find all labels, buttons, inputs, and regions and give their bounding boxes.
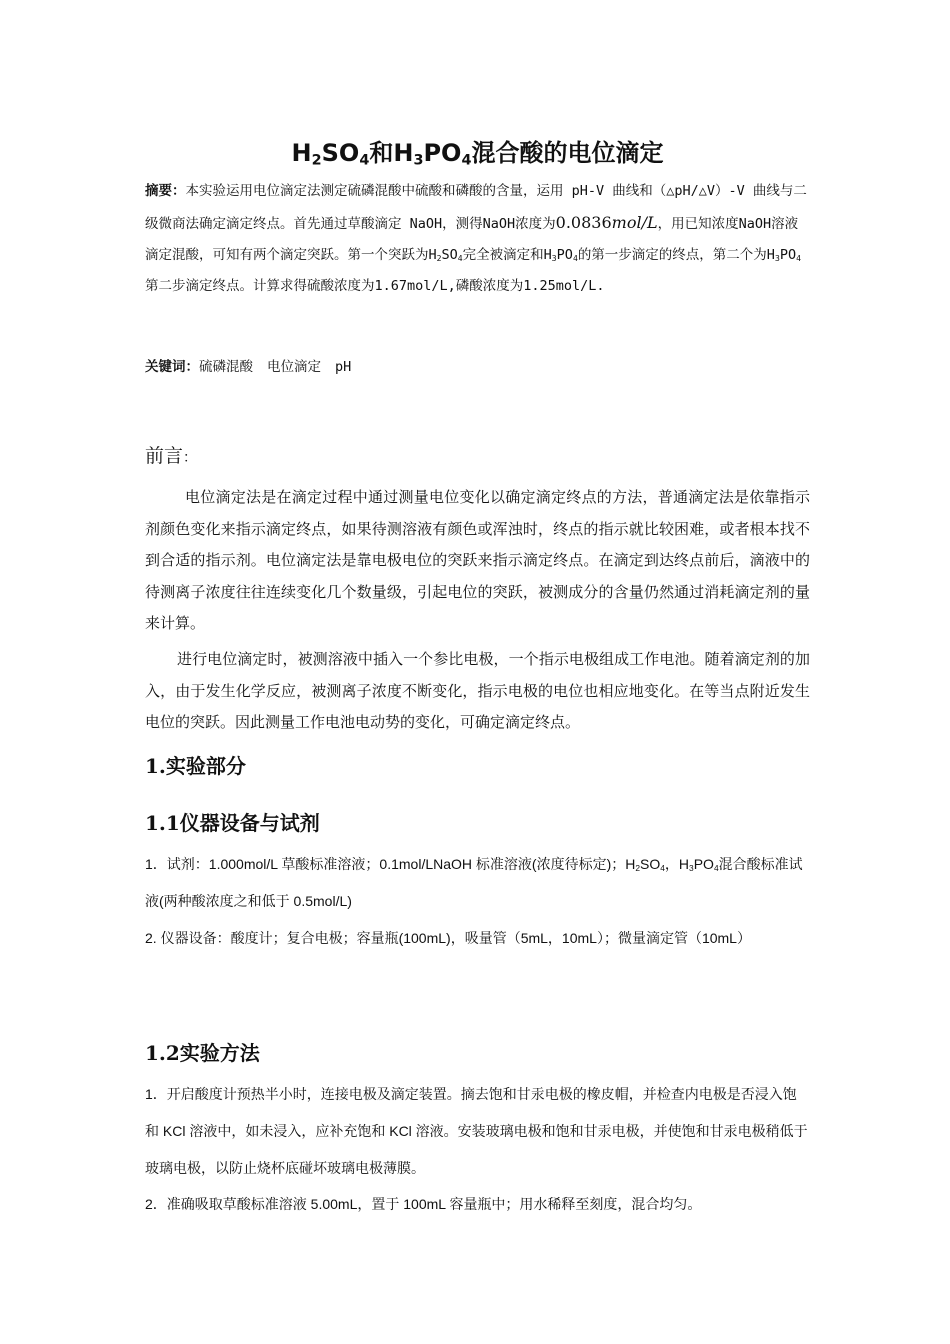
reagents-text: 混合酸标准试液(两种酸浓度之和低于 0.5mol/L)	[145, 856, 803, 909]
abstract-text: ，用已知浓度NaOH溶液滴定混酸，可知有两个滴定突跃。第一个突跃为H	[145, 216, 799, 263]
document-title	[145, 133, 810, 173]
title-part: SO	[321, 139, 360, 167]
concentration-formula	[556, 213, 658, 232]
title-part: 和H	[369, 139, 414, 167]
reagents-item	[145, 846, 810, 920]
subscript: 4	[572, 253, 578, 264]
subscript: 3	[551, 253, 557, 264]
abstract-text: 本实验运用电位滴定法测定硫磷混酸中硫酸和磷酸的含量，运用 pH-V 曲线和（△pH/△V）-V 曲线与二级微商法确定滴定终点。首先通过草酸滴定 NaOH，测得NaOH浓度为	[145, 183, 807, 232]
method-step-1: 1．开启酸度计预热半小时，连接电极及滴定装置。摘去饱和甘汞电极的橡皮帽，并检查内电极是否浸入饱和 KCl 溶液中，如未浸入，应补充饱和 KCl 溶液。安装玻璃电极和饱和甘汞电极，并使饱和甘汞电极稍低于玻璃电极，以防止烧杯底碰坏玻璃电极薄膜。	[145, 1086, 808, 1176]
subscript: 2	[436, 253, 442, 264]
title-subscript: 2	[311, 152, 322, 169]
keyword: 硫磷混酸	[199, 359, 253, 375]
abstract-label: 摘要：	[145, 183, 186, 199]
subscript: 3	[689, 863, 694, 874]
abstract-text: PO	[556, 247, 573, 263]
abstract-text: 的第一步滴定的终点，第二个为H	[577, 247, 775, 263]
concentration-unit: mol/L	[611, 213, 658, 232]
title-part: H	[291, 139, 312, 167]
title-part: PO	[423, 139, 462, 167]
section-heading-methods: 1.2实验方法	[145, 1041, 260, 1065]
abstract	[145, 176, 810, 302]
preface-paragraph-2: 进行电位滴定时，被测溶液中插入一个参比电极，一个指示电极组成工作电池。随着滴定剂的加入，由于发生化学反应，被测离子浓度不断变化，指示电极的电位也相应地变化。在等当点附近发生电位的突跃。因此测量工作电池电动势的变化，可确定滴定终点。	[145, 650, 810, 731]
keyword: 电位滴定	[267, 359, 321, 375]
subscript: 4	[457, 253, 463, 264]
preface-heading-colon: ：	[183, 450, 198, 466]
title-part: 混合酸的电位滴定	[471, 139, 664, 167]
abstract-text: 第二步滴定终点。计算求得硫酸浓度为1.67mol/L,磷酸浓度为1.25mol/L.	[145, 278, 605, 294]
subscript: 2	[635, 863, 641, 874]
abstract-text: 完全被滴定和H	[462, 247, 552, 263]
subscript: 3	[774, 253, 780, 264]
preface-heading-text: 前言	[145, 445, 184, 467]
reagents-text: SO	[640, 856, 661, 872]
reagents-text: ，H	[664, 856, 690, 872]
keyword: pH	[335, 359, 352, 375]
keywords-label: 关键词：	[145, 359, 199, 375]
subscript: 4	[713, 863, 719, 874]
subscript: 4	[660, 863, 665, 874]
reagents-text: PO	[693, 856, 714, 872]
reagents-text: 1．试剂：1.000mol/L 草酸标准溶液；0.1mol/LNaOH 标准溶液(浓度待标定)；H	[145, 856, 636, 872]
concentration-value: 0.0836	[555, 213, 612, 232]
abstract-text: SO	[441, 247, 458, 263]
method-step-2: 2．准确吸取草酸标准溶液 5.00mL，置于 100mL 容量瓶中；用水稀释至刻度，混合均匀。	[145, 1196, 702, 1212]
title-subscript: 3	[413, 152, 424, 169]
abstract-text: PO	[779, 247, 797, 263]
preface-heading	[145, 440, 197, 474]
subscript: 4	[796, 253, 801, 264]
section-heading-experimental: 1.实验部分	[145, 754, 246, 778]
instruments-item: 2. 仪器设备：酸度计；复合电极；容量瓶(100mL)，吸量管（5mL，10mL）；微量滴定管（10mL）	[145, 930, 751, 946]
keywords	[145, 352, 810, 382]
title-subscript: 4	[461, 152, 472, 169]
title-subscript: 4	[359, 152, 370, 169]
section-heading-instruments: 1.1仪器设备与试剂	[145, 811, 320, 835]
preface-paragraph-1: 电位滴定法是在滴定过程中通过测量电位变化以确定滴定终点的方法，普通滴定法是依靠指示剂颜色变化来指示滴定终点，如果待测溶液有颜色或浑浊时，终点的指示就比较困难，或者根本找不到合适的指示剂。电位滴定法是靠电极电位的突跃来指示滴定终点。在滴定到达终点前后，滴液中的待测离子浓度往往连续变化几个数量级，引起电位的突跃，被测成分的含量仍然通过消耗滴定剂的量来计算。	[145, 488, 810, 632]
